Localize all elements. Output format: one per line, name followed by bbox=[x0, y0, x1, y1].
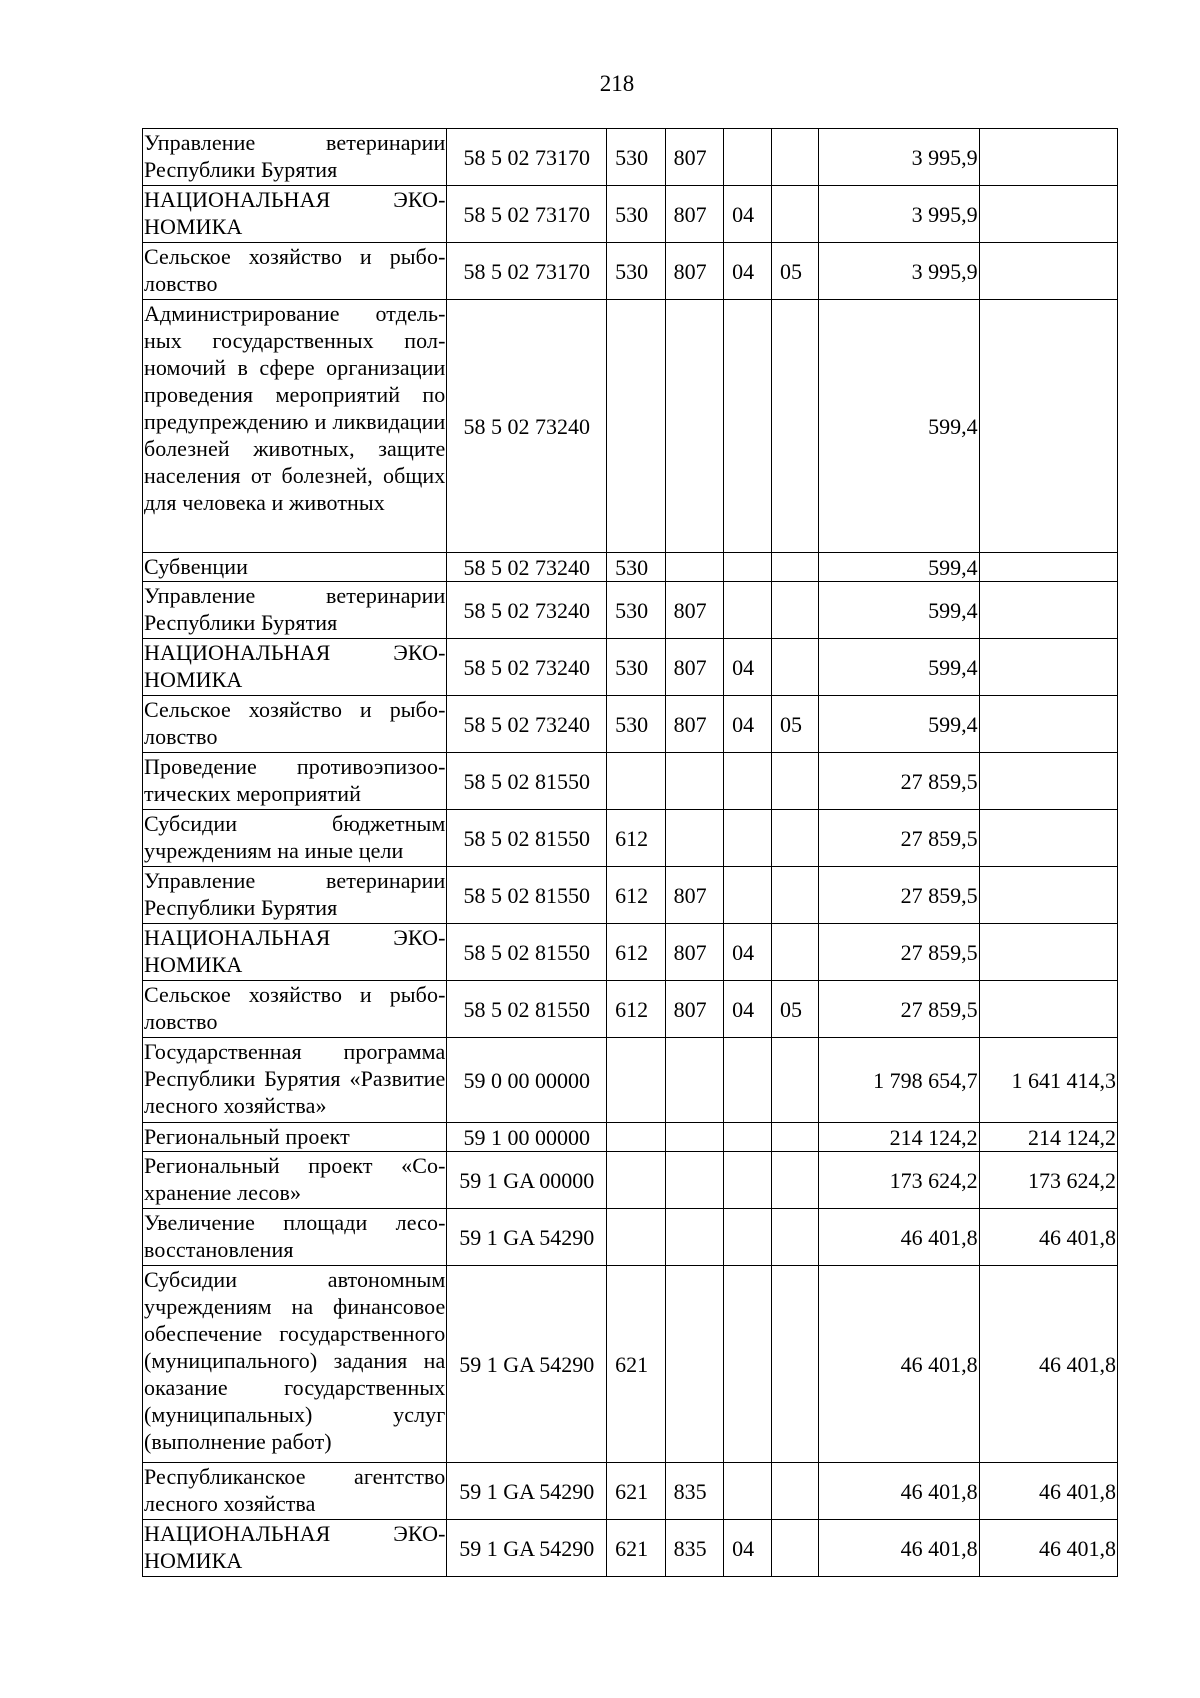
section-code bbox=[724, 810, 772, 867]
table-row bbox=[143, 1038, 1118, 1123]
subsection-code bbox=[772, 129, 819, 186]
amount-first-year: 3 995,9 bbox=[818, 243, 979, 300]
administrator-code bbox=[665, 300, 724, 553]
subsection-code bbox=[772, 1038, 819, 1123]
amount-second-year bbox=[979, 300, 1117, 553]
target-article-code: 58 5 02 81550 bbox=[447, 981, 607, 1038]
table-row bbox=[143, 924, 1118, 981]
administrator-code: 835 bbox=[665, 1463, 724, 1520]
amount-first-year: 599,4 bbox=[818, 553, 979, 582]
table-row bbox=[143, 582, 1118, 639]
administrator-code: 807 bbox=[665, 924, 724, 981]
amount-first-year: 46 401,8 bbox=[818, 1463, 979, 1520]
budget-table bbox=[142, 128, 1118, 1577]
amount-second-year: 46 401,8 bbox=[979, 1209, 1117, 1266]
subsection-code bbox=[772, 1520, 819, 1577]
target-article-code: 58 5 02 73240 bbox=[447, 582, 607, 639]
administrator-code: 807 bbox=[665, 582, 724, 639]
subsection-code bbox=[772, 867, 819, 924]
administrator-code: 807 bbox=[665, 639, 724, 696]
amount-second-year: 46 401,8 bbox=[979, 1520, 1117, 1577]
expense-type-code: 612 bbox=[607, 867, 666, 924]
subsection-code bbox=[772, 1123, 819, 1152]
section-code bbox=[724, 1266, 772, 1463]
section-code bbox=[724, 582, 772, 639]
target-article-code: 58 5 02 73240 bbox=[447, 696, 607, 753]
administrator-code bbox=[665, 1038, 724, 1123]
row-name: Государственная программа Республики Бурятия «Развитие лесного хозяйства» bbox=[143, 1038, 447, 1123]
target-article-code: 58 5 02 81550 bbox=[447, 867, 607, 924]
target-article-code: 58 5 02 73170 bbox=[447, 129, 607, 186]
row-name: Сельское хозяйство и рыболовство bbox=[143, 981, 447, 1038]
row-name: Сельское хозяйство и рыболовство bbox=[143, 243, 447, 300]
expense-type-code bbox=[607, 1152, 666, 1209]
section-code bbox=[724, 1152, 772, 1209]
row-name: НАЦИОНАЛЬНАЯ ЭКОНОМИКА bbox=[143, 639, 447, 696]
amount-first-year: 27 859,5 bbox=[818, 981, 979, 1038]
section-code: 04 bbox=[724, 981, 772, 1038]
amount-second-year: 46 401,8 bbox=[979, 1266, 1117, 1463]
administrator-code: 807 bbox=[665, 981, 724, 1038]
amount-second-year bbox=[979, 129, 1117, 186]
subsection-code bbox=[772, 1152, 819, 1209]
row-name: НАЦИОНАЛЬНАЯ ЭКОНОМИКА bbox=[143, 186, 447, 243]
row-name: Управление ветеринарии Республики Бурятия bbox=[143, 582, 447, 639]
subsection-code bbox=[772, 582, 819, 639]
administrator-code bbox=[665, 1209, 724, 1266]
row-name: Региональный проект «Сохранение лесов» bbox=[143, 1152, 447, 1209]
expense-type-code bbox=[607, 1123, 666, 1152]
administrator-code: 835 bbox=[665, 1520, 724, 1577]
amount-first-year: 599,4 bbox=[818, 696, 979, 753]
amount-second-year bbox=[979, 810, 1117, 867]
subsection-code bbox=[772, 639, 819, 696]
subsection-code bbox=[772, 924, 819, 981]
amount-second-year bbox=[979, 753, 1117, 810]
administrator-code bbox=[665, 753, 724, 810]
subsection-code bbox=[772, 810, 819, 867]
budget-table-body bbox=[143, 129, 1118, 1577]
expense-type-code bbox=[607, 300, 666, 553]
amount-first-year: 46 401,8 bbox=[818, 1266, 979, 1463]
administrator-code bbox=[665, 1266, 724, 1463]
subsection-code bbox=[772, 186, 819, 243]
table-row bbox=[143, 810, 1118, 867]
administrator-code bbox=[665, 810, 724, 867]
section-code: 04 bbox=[724, 1520, 772, 1577]
amount-second-year: 214 124,2 bbox=[979, 1123, 1117, 1152]
amount-first-year: 599,4 bbox=[818, 582, 979, 639]
amount-first-year: 1 798 654,7 bbox=[818, 1038, 979, 1123]
target-article-code: 59 1 GA 54290 bbox=[447, 1463, 607, 1520]
administrator-code: 807 bbox=[665, 129, 724, 186]
expense-type-code bbox=[607, 753, 666, 810]
table-row bbox=[143, 186, 1118, 243]
table-row bbox=[143, 696, 1118, 753]
subsection-code bbox=[772, 1266, 819, 1463]
amount-second-year bbox=[979, 981, 1117, 1038]
amount-second-year: 46 401,8 bbox=[979, 1463, 1117, 1520]
expense-type-code: 621 bbox=[607, 1266, 666, 1463]
expense-type-code: 530 bbox=[607, 243, 666, 300]
section-code: 04 bbox=[724, 639, 772, 696]
section-code bbox=[724, 867, 772, 924]
amount-first-year: 173 624,2 bbox=[818, 1152, 979, 1209]
row-name: Администрирование отдельных государственных полномочий в сфере организации проведения мероприятий по предупреждению и ликвидации болезней животных, защите населения от болезней, общих для человека и животных bbox=[143, 300, 447, 553]
target-article-code: 58 5 02 73170 bbox=[447, 243, 607, 300]
table-row bbox=[143, 1266, 1118, 1463]
expense-type-code: 612 bbox=[607, 924, 666, 981]
target-article-code: 58 5 02 81550 bbox=[447, 810, 607, 867]
amount-second-year bbox=[979, 639, 1117, 696]
target-article-code: 58 5 02 73240 bbox=[447, 639, 607, 696]
amount-first-year: 27 859,5 bbox=[818, 867, 979, 924]
amount-first-year: 3 995,9 bbox=[818, 129, 979, 186]
target-article-code: 59 1 GA 54290 bbox=[447, 1266, 607, 1463]
amount-second-year bbox=[979, 186, 1117, 243]
section-code: 04 bbox=[724, 186, 772, 243]
table-row bbox=[143, 981, 1118, 1038]
section-code bbox=[724, 553, 772, 582]
amount-second-year bbox=[979, 867, 1117, 924]
administrator-code: 807 bbox=[665, 186, 724, 243]
target-article-code: 59 1 GA 00000 bbox=[447, 1152, 607, 1209]
target-article-code: 58 5 02 81550 bbox=[447, 924, 607, 981]
row-name: Управление ветеринарии Республики Бурятия bbox=[143, 867, 447, 924]
amount-second-year bbox=[979, 582, 1117, 639]
expense-type-code: 530 bbox=[607, 553, 666, 582]
amount-second-year bbox=[979, 553, 1117, 582]
amount-second-year: 1 641 414,3 bbox=[979, 1038, 1117, 1123]
expense-type-code: 621 bbox=[607, 1463, 666, 1520]
expense-type-code: 612 bbox=[607, 981, 666, 1038]
section-code bbox=[724, 1123, 772, 1152]
expense-type-code: 621 bbox=[607, 1520, 666, 1577]
target-article-code: 58 5 02 73170 bbox=[447, 186, 607, 243]
administrator-code bbox=[665, 553, 724, 582]
row-name: Субсидии бюджетным учреждениям на иные цели bbox=[143, 810, 447, 867]
row-name: Сельское хозяйство и рыболовство bbox=[143, 696, 447, 753]
expense-type-code: 612 bbox=[607, 810, 666, 867]
target-article-code: 59 0 00 00000 bbox=[447, 1038, 607, 1123]
amount-first-year: 46 401,8 bbox=[818, 1209, 979, 1266]
section-code bbox=[724, 1038, 772, 1123]
target-article-code: 59 1 00 00000 bbox=[447, 1123, 607, 1152]
section-code: 04 bbox=[724, 924, 772, 981]
row-name: Региональный проект bbox=[143, 1123, 447, 1152]
table-row bbox=[143, 867, 1118, 924]
amount-first-year: 599,4 bbox=[818, 300, 979, 553]
amount-second-year bbox=[979, 924, 1117, 981]
row-name: Проведение противоэпизоотических мероприятий bbox=[143, 753, 447, 810]
administrator-code bbox=[665, 1123, 724, 1152]
administrator-code: 807 bbox=[665, 696, 724, 753]
row-name: Управление ветеринарии Республики Бурятия bbox=[143, 129, 447, 186]
amount-second-year bbox=[979, 696, 1117, 753]
table-row bbox=[143, 1152, 1118, 1209]
table-row bbox=[143, 1209, 1118, 1266]
amount-first-year: 27 859,5 bbox=[818, 753, 979, 810]
subsection-code: 05 bbox=[772, 696, 819, 753]
expense-type-code bbox=[607, 1209, 666, 1266]
section-code bbox=[724, 1209, 772, 1266]
row-name: Субсидии автономным учреждениям на финансовое обеспечение государственного (муниципального) задания на оказание государственных (муниципальных) услуг (выполнение работ) bbox=[143, 1266, 447, 1463]
section-code: 04 bbox=[724, 243, 772, 300]
target-article-code: 59 1 GA 54290 bbox=[447, 1520, 607, 1577]
table-row bbox=[143, 243, 1118, 300]
table-row bbox=[143, 753, 1118, 810]
row-name: Субвенции bbox=[143, 553, 447, 582]
administrator-code: 807 bbox=[665, 867, 724, 924]
table-row bbox=[143, 129, 1118, 186]
expense-type-code: 530 bbox=[607, 186, 666, 243]
target-article-code: 58 5 02 81550 bbox=[447, 753, 607, 810]
expense-type-code bbox=[607, 1038, 666, 1123]
subsection-code: 05 bbox=[772, 243, 819, 300]
table-row bbox=[143, 1463, 1118, 1520]
amount-first-year: 27 859,5 bbox=[818, 810, 979, 867]
subsection-code bbox=[772, 753, 819, 810]
expense-type-code: 530 bbox=[607, 129, 666, 186]
table-row bbox=[143, 300, 1118, 553]
subsection-code bbox=[772, 553, 819, 582]
amount-first-year: 599,4 bbox=[818, 639, 979, 696]
subsection-code bbox=[772, 300, 819, 553]
row-name: Республиканское агентство лесного хозяйства bbox=[143, 1463, 447, 1520]
row-name: Увеличение площади лесовосстановления bbox=[143, 1209, 447, 1266]
target-article-code: 58 5 02 73240 bbox=[447, 300, 607, 553]
target-article-code: 59 1 GA 54290 bbox=[447, 1209, 607, 1266]
table-row bbox=[143, 639, 1118, 696]
amount-first-year: 46 401,8 bbox=[818, 1520, 979, 1577]
section-code bbox=[724, 753, 772, 810]
section-code bbox=[724, 129, 772, 186]
amount-first-year: 214 124,2 bbox=[818, 1123, 979, 1152]
section-code bbox=[724, 1463, 772, 1520]
amount-second-year: 173 624,2 bbox=[979, 1152, 1117, 1209]
expense-type-code: 530 bbox=[607, 639, 666, 696]
section-code: 04 bbox=[724, 696, 772, 753]
expense-type-code: 530 bbox=[607, 696, 666, 753]
target-article-code: 58 5 02 73240 bbox=[447, 553, 607, 582]
administrator-code: 807 bbox=[665, 243, 724, 300]
administrator-code bbox=[665, 1152, 724, 1209]
subsection-code bbox=[772, 1209, 819, 1266]
amount-second-year bbox=[979, 243, 1117, 300]
amount-first-year: 27 859,5 bbox=[818, 924, 979, 981]
expense-type-code: 530 bbox=[607, 582, 666, 639]
page-number: 218 bbox=[599, 71, 635, 96]
row-name: НАЦИОНАЛЬНАЯ ЭКОНОМИКА bbox=[143, 924, 447, 981]
table-row bbox=[143, 1123, 1118, 1152]
section-code bbox=[724, 300, 772, 553]
table-row bbox=[143, 1520, 1118, 1577]
subsection-code bbox=[772, 1463, 819, 1520]
table-row bbox=[143, 553, 1118, 582]
subsection-code: 05 bbox=[772, 981, 819, 1038]
amount-first-year: 3 995,9 bbox=[818, 186, 979, 243]
row-name: НАЦИОНАЛЬНАЯ ЭКОНОМИКА bbox=[143, 1520, 447, 1577]
